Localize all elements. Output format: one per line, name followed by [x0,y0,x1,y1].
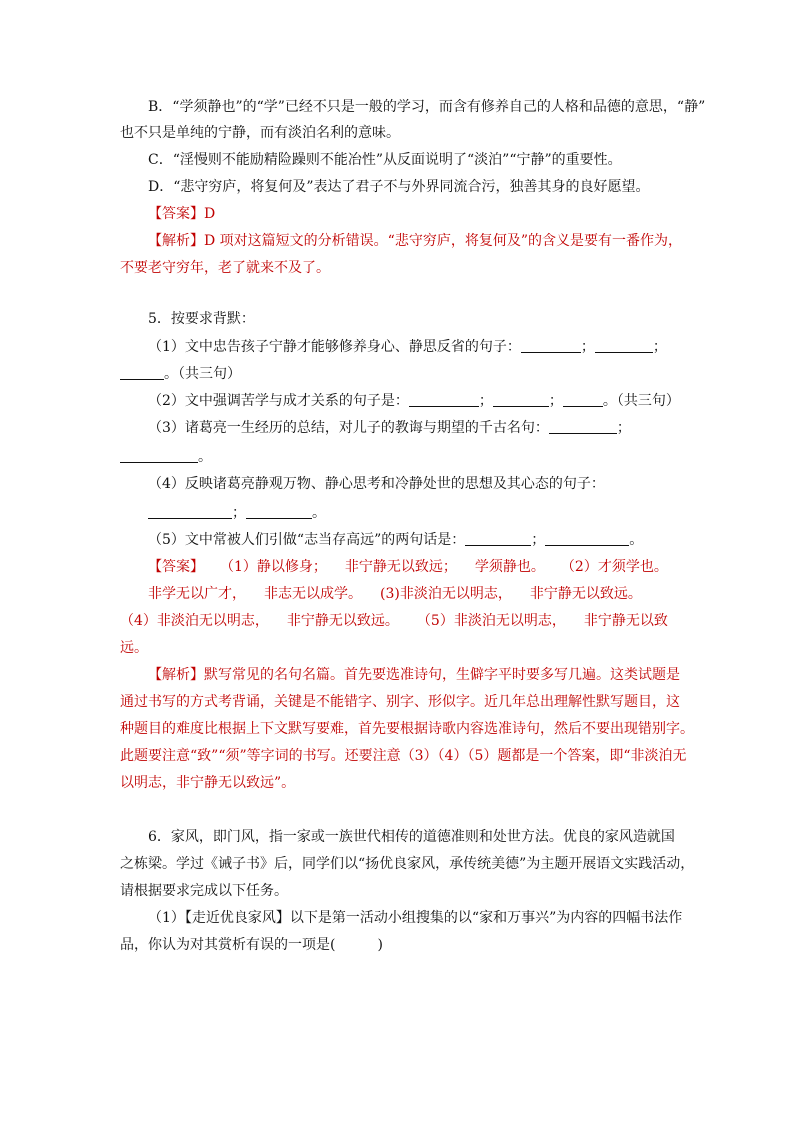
q5-analysis-line-4: 此题要注意“致”“须”等字词的书写。还要注意（3）（4）（5）题都是一个答案，即“非淡泊无 [120,748,687,764]
q5-answer-line-1 [148,557,668,577]
suffix: 。 [629,532,644,548]
q5-analysis-line-3: 种题目的难度比根据上下文默写要难，首先要根据诗歌内容选准诗句，然后不要出现错别字。 [120,721,694,737]
blank[interactable] [465,531,531,546]
answer-part: （1）静以修身； [220,559,327,575]
separator: ； [548,393,563,409]
answer-part: 非宁静无以致远。 [286,613,399,629]
answer-part: 非志无以成学。 [264,586,362,602]
answer-part: 非宁静无以致远； [344,559,457,575]
q5-sub1-prompt: （1）文中忠告孩子宁静才能够修养身心、静思反省的句子： [148,339,521,355]
question-6-stem-1: 6．家风，即门风，指一家或一族世代相传的道德准则和处世方法。优良的家风造就国 [148,829,675,845]
separator: ； [652,339,667,355]
q5-sub5-prompt: （5）文中常被人们引做“志当存高远”的两句话是： [148,532,466,548]
option-b-line-2: 也不只是单纯的宁静，而有淡泊名利的意味。 [120,125,400,141]
option-d: D．“悲守穷庐，将复何及”表达了君子不与外界同流合污，独善其身的良好愿望。 [148,179,650,195]
q5-sub4-line-2 [148,503,326,523]
suffix: 。（共三句） [164,366,241,382]
blank[interactable] [549,419,617,434]
separator: ； [478,393,493,409]
blank[interactable] [563,392,603,407]
answer-part: 学须静也。 [474,559,545,575]
separator: ； [580,339,595,355]
q5-analysis-line-1 [148,665,680,685]
q5-answer-line-4: 远。 [120,640,148,656]
answer-tag: 【答案】 [148,559,204,575]
analysis-text-1: D 项对这篇短文的分析错误。“悲守穷庐，将复何及”的含义是要有一番作为， [204,233,682,249]
answer-part: （2）才须学也。 [560,559,668,575]
blank[interactable] [493,392,549,407]
question-6-stem-2: 之栋梁。学过《诫子书》后，同学们以“扬优良家风，承传统美德”为主题开展语文实践活动， [120,856,695,872]
q5-sub1-line [148,337,667,357]
suffix: 。 [312,505,326,521]
answer-part: （5）非淡泊无以明志， [416,613,566,629]
answer-tag: 【答案】 [148,206,204,222]
q5-sub1-line-2 [120,364,241,384]
q5-answer-line-2 [148,584,642,604]
blank[interactable] [120,365,164,380]
q5-analysis-line-5: 以明志，非宁静无以致远”。 [120,775,296,791]
option-c: C．“淫慢则不能励精险躁则不能冶性”从反面说明了“淡泊”“宁静”的重要性。 [148,152,622,168]
q5-sub3-line [148,418,631,438]
blank[interactable] [246,504,312,519]
question-6-sub1-line-1: （1）【走近优良家风】以下是第一活动小组搜集的以“家和万事兴”为内容的四幅书法作 [148,910,683,926]
q5-sub3-line-2 [120,447,212,467]
analysis-tag: 【解析】 [148,233,204,249]
answer-part: 非宁静无以致 [583,613,668,629]
separator: ； [232,505,246,521]
answer-part: 非学无以广才， [148,586,246,602]
analysis-text: 默写常见的名句名篇。首先要选准诗句，生僻字平时要多写几遍。这类试题是 [204,667,680,683]
q5-sub2-prompt: （2）文中强调苦学与成才关系的句子是： [148,393,409,409]
analysis-line-2: 不要老守穷年，老了就来不及了。 [120,260,330,276]
q5-answer-line-3 [120,611,668,631]
suffix: 。 [198,449,212,465]
answer-value: D [204,206,216,222]
blank[interactable] [148,504,232,519]
q5-sub4-line: （4）反映诸葛亮静观万物、静心思考和冷静处世的思想及其心态的句子： [148,476,605,492]
blank[interactable] [521,338,581,353]
blank[interactable] [595,338,653,353]
separator: ； [531,532,546,548]
answer-part: （4）非淡泊无以明志， [120,613,269,629]
suffix: 。（共三句） [602,393,680,409]
analysis-line-1 [148,231,682,251]
blank[interactable] [120,448,198,463]
separator: ； [616,420,631,436]
blank[interactable] [409,392,479,407]
q5-analysis-line-2: 通过书写的方式考背诵，关键是不能错字、别字、形似字。近几年总出理解性默写题目，这 [120,694,680,710]
blank[interactable] [545,531,629,546]
answer-line [148,204,215,224]
option-b-line-1: B．“学须静也”的“学”已经不只是一般的学习，而含有修养自己的人格和品德的意思，“静” [148,99,706,115]
answer-part: 非宁静无以致远。 [529,586,642,602]
q5-sub5-line [148,530,643,550]
question-5-stem: 5．按要求背默： [148,311,255,327]
question-6-stem-3: 请根据要求完成以下任务。 [120,883,288,899]
q5-sub3-prompt: （3）诸葛亮一生经历的总结，对儿子的教诲与期望的千古名句： [148,420,549,436]
analysis-tag: 【解析】 [148,667,204,683]
question-6-sub1-line-2: 品，你认为对其赏析有误的一项是( ) [120,937,383,953]
answer-part: (3)非淡泊无以明志， [380,586,512,602]
q5-sub2-line [148,391,680,411]
